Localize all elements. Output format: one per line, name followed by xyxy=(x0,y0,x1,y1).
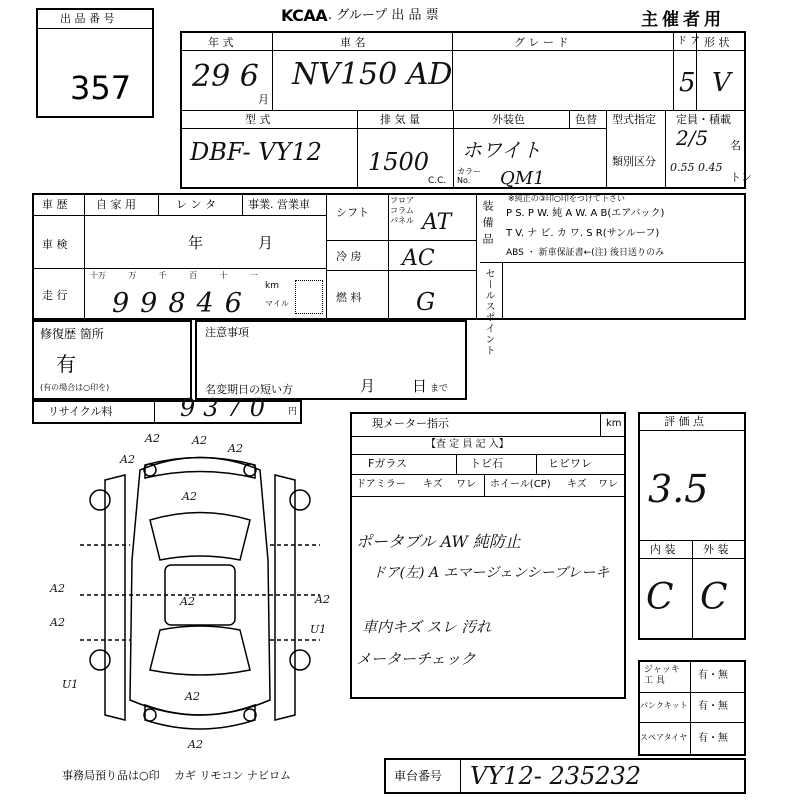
windshield xyxy=(150,513,250,561)
business-label: 事業. 営業車 xyxy=(248,198,310,211)
name-change-month: 月 xyxy=(360,377,376,395)
inspection-year: 年 xyxy=(188,234,204,252)
fuel-value: G xyxy=(416,288,436,316)
ac-label: 冷 房 xyxy=(336,250,362,263)
exterior-grade: C xyxy=(700,577,728,618)
damage-mark: A2 xyxy=(315,593,330,606)
capacity-label: 定員・積載 xyxy=(676,113,731,126)
inspection-note-4: メーターチェック xyxy=(356,650,476,668)
repair-value: 有 xyxy=(56,352,76,376)
mirror-scratch: キズ xyxy=(423,479,443,490)
meter-label: 現メーター指示 xyxy=(372,417,449,430)
private-label: 自 家 用 xyxy=(96,198,136,211)
chassis-value: VY12- 235232 xyxy=(470,762,642,790)
equipment-row1: P S. P W. 純 A W. A B(エアバック) xyxy=(506,208,665,219)
mile-label: マイル xyxy=(265,299,289,308)
rear-bumper xyxy=(145,705,255,729)
capacity-value: 2/5 xyxy=(676,126,709,150)
damage-mark: A2 xyxy=(182,490,197,503)
capacity-unit: 名 xyxy=(730,139,741,152)
model-value: DBF- VY12 xyxy=(190,138,322,166)
type-spec-label: 型式指定 xyxy=(612,113,656,126)
lot-number-title: 出 品 番 号 xyxy=(60,12,115,25)
color-no-label: カラー No. xyxy=(457,167,481,185)
puncture-yes-no: 有・無 xyxy=(698,701,728,712)
fuel-label: 燃 料 xyxy=(336,291,362,304)
year-value: 29 6 xyxy=(192,59,259,94)
damage-mark: U1 xyxy=(62,678,79,691)
glass-label: Fガラス xyxy=(368,457,407,470)
name-change-label: 名変期日の短い方 xyxy=(205,383,293,396)
mirror-label: ドアミラー xyxy=(356,479,406,490)
equipment-row2: T V. ナ ビ. カ ワ. S R(サンルーフ) xyxy=(506,228,660,239)
brand-logo: KCAA xyxy=(281,6,328,25)
lot-number: 357 xyxy=(70,69,132,107)
color-no-value: QM1 xyxy=(500,168,545,189)
damage-mark: A2 xyxy=(120,453,135,466)
office-note: 事務局預り品は○印 xyxy=(62,769,160,782)
shift-label: シフト xyxy=(336,206,369,219)
equipment-row3: ABS ・ 新車保証書←(注) 後日送りのみ xyxy=(506,248,665,258)
shift-options: フロア コラム パネル xyxy=(390,196,414,225)
cc-unit: C.C. xyxy=(428,176,447,186)
color-value: ホワイト xyxy=(462,138,542,162)
car-name-label: 車 名 xyxy=(340,36,366,49)
mileage-units: 十万 万 千 百 十 一 xyxy=(90,271,258,280)
year-month-char: 月 xyxy=(258,93,269,106)
load-value: 0.55 0.45 xyxy=(670,161,723,174)
damage-mark: A2 xyxy=(228,442,243,455)
exterior-label: 外 装 xyxy=(703,543,729,556)
doors-label: ド ア xyxy=(677,36,701,47)
spare-label: スペアタイヤ xyxy=(640,733,688,742)
mileage-label: 走 行 xyxy=(42,289,68,302)
car-name-value: NV150 AD xyxy=(292,57,453,92)
sheet-title: . グループ 出 品 票 xyxy=(328,8,439,23)
inspection-note-2: ドア(左) A エマージェンシーブレーキ xyxy=(372,565,610,581)
wheel-scratch: キズ xyxy=(567,479,587,490)
copy-label: 主催者用 xyxy=(641,10,725,30)
ac-value: AC xyxy=(402,246,435,271)
chip-label: トビ石 xyxy=(470,457,503,470)
meter-unit: km xyxy=(606,418,622,429)
equipment-note: ※純正の③印○印をつけて下さい xyxy=(508,194,625,203)
recycle-unit: 円 xyxy=(288,407,298,417)
damage-mark: A2 xyxy=(185,690,200,703)
jack-yes-no: 有・無 xyxy=(698,670,728,681)
rental-label: レ ン タ xyxy=(176,198,216,211)
spare-yes-no: 有・無 xyxy=(698,733,728,744)
shift-value: AT xyxy=(422,210,452,235)
damage-mark: A2 xyxy=(50,582,65,595)
crack-label: ヒビワレ xyxy=(548,457,592,470)
light-rear-right xyxy=(244,709,256,721)
inspector-label: 【査 定 員 記 入】 xyxy=(426,439,509,450)
class-label: 類別区分 xyxy=(612,155,656,168)
name-change-suffix: まで xyxy=(430,384,449,394)
inspection-month: 月 xyxy=(258,234,274,252)
doors-value: 5 xyxy=(679,68,696,98)
front-bumper xyxy=(145,458,255,479)
wheel-front-right xyxy=(290,490,310,510)
damage-mark: A2 xyxy=(50,616,65,629)
name-change-day: 日 xyxy=(412,377,428,395)
inspection-note-3: 車内キズ スレ 汚れ xyxy=(362,618,492,636)
chassis-label: 車台番号 xyxy=(394,769,443,783)
sales-point-label: セールスポイント xyxy=(483,268,494,356)
interior-grade: C xyxy=(646,577,674,618)
damage-mark: U1 xyxy=(310,623,327,636)
recycle-value: 9370 xyxy=(180,394,274,422)
repair-label: 修復歴 箇所 xyxy=(40,327,104,341)
notes-label: 注意事項 xyxy=(205,326,249,339)
left-side-panel xyxy=(105,475,125,720)
office-items: カギ リモコン ナビロム xyxy=(174,769,291,782)
light-rear-left xyxy=(144,709,156,721)
puncture-label: パンクキット xyxy=(640,701,688,710)
score-label: 評 価 点 xyxy=(664,415,704,428)
damage-mark: A2 xyxy=(192,434,207,447)
car-body-outline xyxy=(130,458,270,716)
km-label: km xyxy=(265,281,279,291)
model-label: 型 式 xyxy=(245,113,271,126)
load-unit: トン xyxy=(730,171,752,184)
equipment-label: 装 備 品 xyxy=(481,200,494,245)
displacement-label: 排 気 量 xyxy=(380,113,420,126)
grade-label: グ レ ー ド xyxy=(514,36,569,49)
displacement-value: 1500 xyxy=(368,148,430,176)
repair-note: (有の場合は○印を) xyxy=(40,383,110,392)
mileage-value: 99846 xyxy=(112,288,253,319)
rear-window xyxy=(150,626,250,675)
mirror-crack: ワレ xyxy=(456,479,476,490)
history-label: 車 歴 xyxy=(42,198,68,211)
interior-label: 内 装 xyxy=(650,543,676,556)
right-side-panel xyxy=(275,475,295,720)
wheel-crack: ワレ xyxy=(598,479,618,490)
score-value: 3.5 xyxy=(648,467,709,511)
color-label: 外装色 xyxy=(492,113,525,126)
recycle-label: リサイクル料 xyxy=(48,405,113,418)
jack-label: ジャッキ 工 具 xyxy=(644,665,680,686)
wheel-rear-right xyxy=(290,650,310,670)
wheel-label: ホイール(CP) xyxy=(490,479,551,490)
wheel-front-left xyxy=(90,490,110,510)
damage-mark: A2 xyxy=(180,595,195,608)
color-change-label: 色替 xyxy=(575,113,597,126)
inspection-note-1: ポータブル AW 純防止 xyxy=(356,532,521,551)
shape-label: 形 状 xyxy=(704,36,730,49)
shape-value: V xyxy=(712,68,731,98)
wheel-rear-left xyxy=(90,650,110,670)
damage-mark: A2 xyxy=(145,432,160,445)
damage-mark: A2 xyxy=(188,738,203,751)
year-label: 年 式 xyxy=(208,36,234,49)
inspection-label: 車 検 xyxy=(42,238,68,251)
